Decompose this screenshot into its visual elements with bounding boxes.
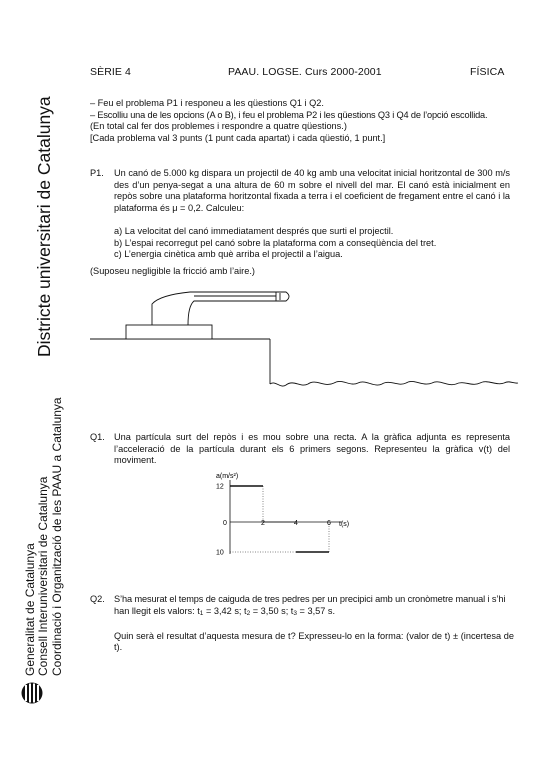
chart-x-tick-label: 2 bbox=[261, 520, 265, 527]
instruction-line: – Escolliu una de les opcions (A o B), i feu el problema P2 i les qüestions Q3 i Q4 de l’opció escollida. bbox=[90, 109, 488, 120]
problem-number: P1. bbox=[90, 168, 104, 178]
question-number: Q2. bbox=[90, 594, 105, 604]
series-label: SÈRIE 4 bbox=[90, 66, 131, 78]
instruction-line: [Cada problema val 3 punts (1 punt cada apartat) i cada qüestió, 1 punt.] bbox=[90, 132, 386, 143]
chart-x-label: t(s) bbox=[339, 521, 350, 528]
p1-item-b: b) L’espai recorregut pel canó sobre la plataforma com a conseqüència del tret. bbox=[114, 237, 437, 248]
chart-x-tick-label: 6 bbox=[327, 520, 331, 527]
platform bbox=[126, 325, 212, 339]
q2-question: Quin serà el resultat d’aquesta mesura de t? Expresseu-lo en la forma: (valor de t) ± (incertesa de t). bbox=[114, 630, 514, 653]
subject-label: FÍSICA bbox=[470, 66, 505, 78]
cannon-cliff-diagram bbox=[90, 288, 520, 398]
p1-note: (Suposeu negligible la fricció amb l’aire.) bbox=[90, 266, 255, 276]
q2-line-2: han llegit els valors: $t_1 = 3,42$ s; $t_2 = 3,50$ s; $t_3 = 3,57$ s. bbox=[114, 605, 336, 617]
university-district-label: Districte universitari de Catalunya bbox=[34, 96, 54, 357]
acceleration-chart bbox=[214, 466, 364, 558]
chart-x-tick-label: 4 bbox=[294, 520, 298, 527]
instruction-line: (En total cal fer dos problemes i respondre a quatre qüestions.) bbox=[90, 121, 347, 132]
question-text: Una partícula surt del repòs i es mou sobre una recta. A la gràfica adjunta es representa l’acceleració de la partícula durant els 6 primers segons. Representeu la gràfica v(t) del moviment. bbox=[114, 432, 510, 466]
projectile bbox=[276, 292, 289, 301]
p1-item-c: c) L’energia cinètica amb què arriba el projectil a l’aigua. bbox=[114, 249, 343, 260]
q2-line-1: S’ha mesurat el temps de caiguda de tres pedres per un precipici amb un cronòmetre manual i s’hi bbox=[114, 594, 506, 604]
generalitat-logo-icon bbox=[21, 682, 43, 704]
chart-y-tick-label: 10 bbox=[216, 549, 224, 557]
chart-y-tick-label: 12 bbox=[216, 483, 224, 491]
instruction-line: – Feu el problema P1 i responeu a les qüestions Q1 i Q2. bbox=[90, 98, 324, 108]
p1-item-a: a) La velocitat del canó immediatament després que surti el projectil. bbox=[114, 226, 394, 236]
p1-items bbox=[114, 226, 436, 261]
problem-text: Un canó de 5.000 kg dispara un projectil de 40 kg amb una velocitat inicial horitzontal de 300 m/s des d’un penya-segat a una altura de 60 m sobre el nivell del mar. El canó està inicialment en repòs sobre una plataforma horitzontal fixada a terra i el coeficient de fregament entre el canó i la plataforma és μ = 0,2. Calculeu: bbox=[114, 168, 510, 213]
chart-x-tick-label: 0 bbox=[223, 520, 227, 527]
exam-title: PAAU. LOGSE. Curs 2000-2001 bbox=[228, 66, 382, 78]
sea-waves bbox=[270, 381, 518, 386]
cannon-body bbox=[152, 292, 276, 325]
institution-line-1: Generalitat de Catalunya bbox=[23, 543, 37, 676]
question-number: Q1. bbox=[90, 432, 105, 442]
institution-line-2: Consell Interuniversitari de Catalunya bbox=[36, 476, 51, 676]
instructions bbox=[90, 98, 510, 144]
chart-y-label: a(m/s²) bbox=[216, 473, 239, 480]
institution-block bbox=[24, 397, 64, 676]
institution-line-3: Coordinació i Organització de les PAAU a Catalunya bbox=[49, 397, 64, 676]
